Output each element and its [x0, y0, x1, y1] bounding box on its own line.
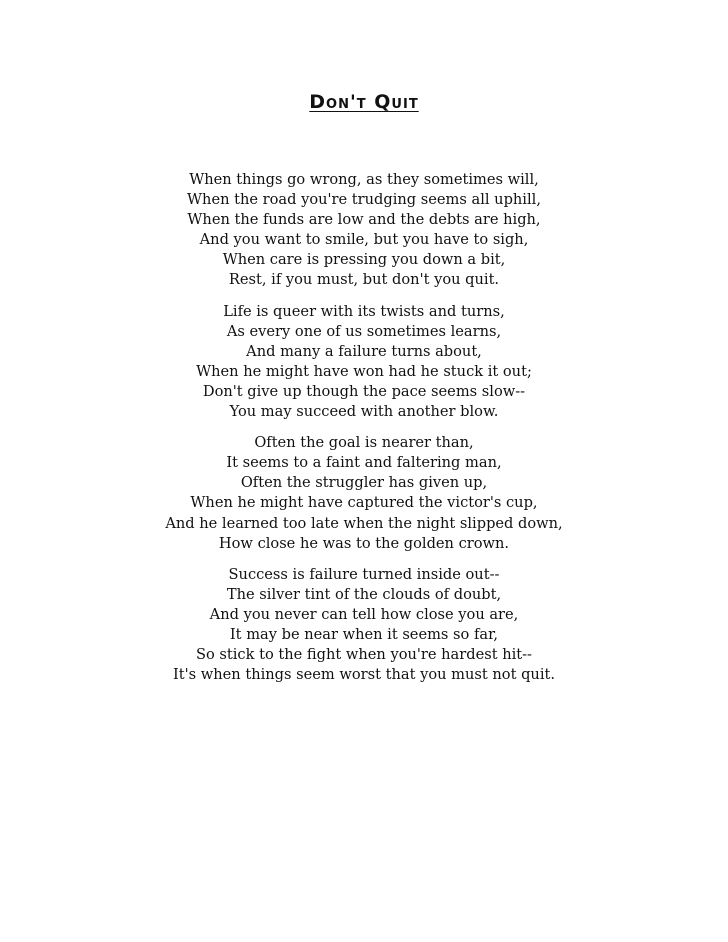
poem-line: And you want to smile, but you have to sigh, [199, 231, 529, 249]
poem-line: It's when things seem worst that you must not quit. [173, 666, 555, 684]
poem-line: When things go wrong, as they sometimes will, [189, 171, 539, 188]
poem-line: It seems to a faint and faltering man, [226, 454, 502, 472]
poem-line: How close he was to the golden crown. [218, 534, 510, 552]
poem-line: Don't give up though the pace seems slow-- [202, 382, 526, 400]
poem-line: And you never can tell how close you are, [209, 605, 519, 623]
stanza-4 [0, 565, 728, 686]
poem-line: Often the goal is nearer than, [254, 434, 474, 452]
poem-line: Often the struggler has given up, [240, 474, 488, 492]
poem-body [0, 170, 728, 696]
poem-line: And many a failure turns about, [246, 342, 482, 360]
poem-line: When the funds are low and the debts are high, [187, 211, 541, 229]
poem-line: You may succeed with another blow. [229, 403, 499, 421]
poem-line: So stick to the fight when you're hardest hit-- [195, 646, 532, 664]
poem-line: When the road you're trudging seems all uphill, [187, 191, 541, 209]
poem-line: When he might have captured the victor's cup, [190, 494, 538, 512]
poem-line: Rest, if you must, but don't you quit. [228, 271, 500, 289]
poem-line: As every one of us sometimes learns, [226, 322, 502, 340]
stanza-3 [0, 433, 728, 554]
poem-line: It may be near when it seems so far, [229, 625, 499, 643]
poem-line: And he learned too late when the night slipped down, [165, 514, 563, 532]
poem-line: Success is failure turned inside out-- [228, 565, 500, 583]
stanza-2 [0, 302, 728, 423]
poem-line: The silver tint of the clouds of doubt, [226, 585, 502, 603]
poem-line: Life is queer with its twists and turns, [223, 302, 505, 320]
poem-line: When care is pressing you down a bit, [222, 251, 506, 269]
poem-line: When he might have won had he stuck it out; [196, 362, 532, 380]
stanza-1 [0, 170, 728, 291]
poem-title: Don't Quit [309, 91, 419, 113]
